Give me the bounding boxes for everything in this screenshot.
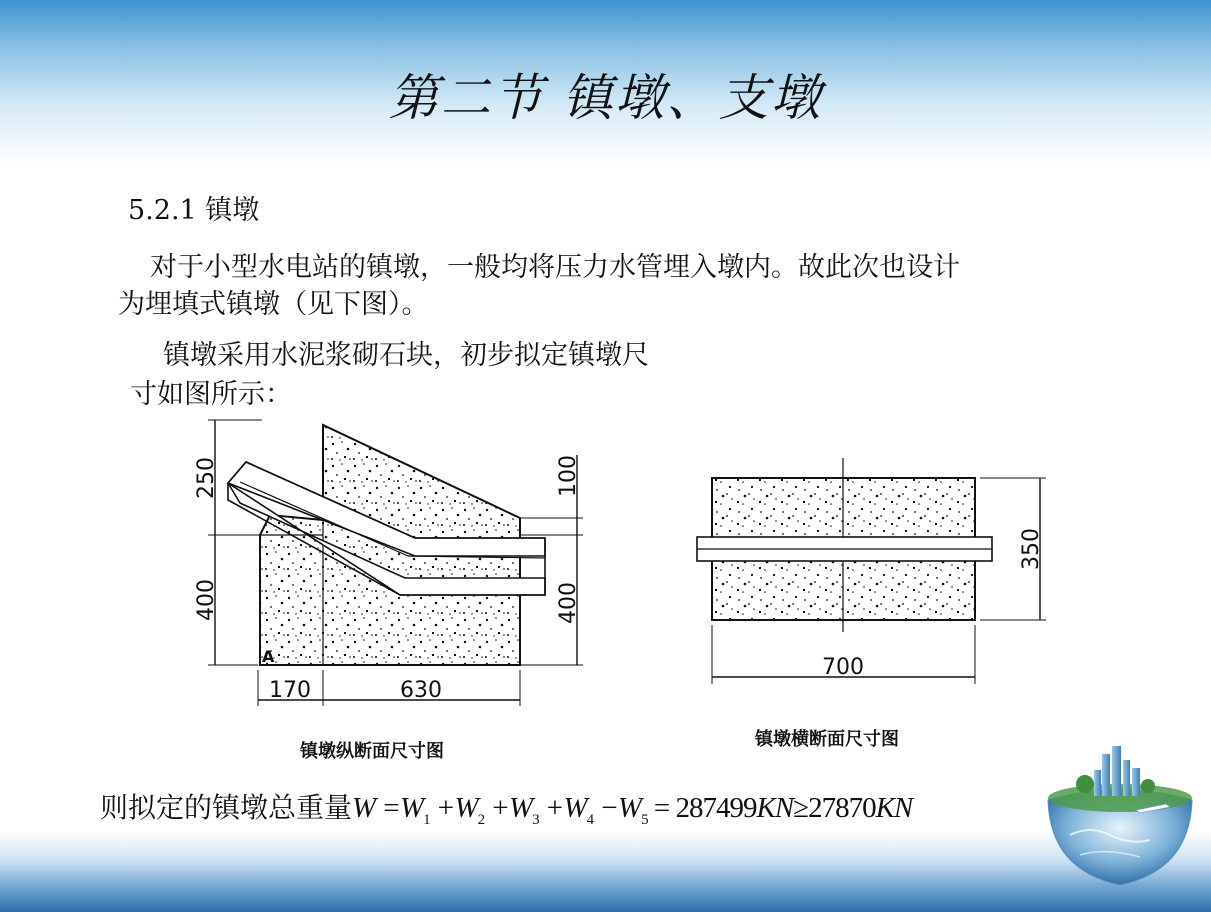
formula-unit-2: KN xyxy=(875,792,913,824)
slide-title: 第二节 镇墩、支墩 xyxy=(388,69,823,127)
dim-400-right-label: 400 xyxy=(556,582,581,624)
globe-city-icon xyxy=(1040,740,1200,890)
weight-formula xyxy=(100,786,912,829)
cross-section-diagram xyxy=(690,455,1060,690)
formula-term-w3: +W xyxy=(484,792,533,824)
section-heading: 5.2.1 镇墩 xyxy=(128,195,260,226)
dim-100-label: 100 xyxy=(556,455,581,497)
formula-term-w5: −W xyxy=(593,792,642,824)
dim-630-label: 630 xyxy=(400,678,442,703)
formula-sub-1: 1 xyxy=(423,811,430,828)
footer-gradient-band xyxy=(0,832,1211,912)
formula-unit-1: KN xyxy=(756,792,794,824)
dim-250-label: 250 xyxy=(194,457,219,499)
formula-term-w4: +W xyxy=(538,792,587,824)
corner-label-a: A xyxy=(262,647,275,666)
paragraph-2-line-2: 寸如图所示： xyxy=(130,379,292,410)
dim-350-label: 350 xyxy=(1019,528,1044,570)
formula-threshold: 27870 xyxy=(808,792,876,824)
formula-equals: = xyxy=(647,792,676,824)
dim-700-label: 700 xyxy=(822,655,864,680)
formula-expression xyxy=(352,792,913,828)
paragraph-2-line-1: 镇墩采用水泥浆砌石块，初步拟定镇墩尺 xyxy=(163,340,649,371)
formula-sub-4: 4 xyxy=(586,811,594,828)
formula-sub-2: 2 xyxy=(477,811,485,828)
formula-sub-3: 3 xyxy=(532,811,539,828)
formula-term-w1: W =W xyxy=(352,792,424,824)
formula-prefix: 则拟定的镇墩总重量 xyxy=(100,791,353,824)
formula-sub-5: 5 xyxy=(641,811,648,828)
longitudinal-section-caption: 镇墩纵断面尺寸图 xyxy=(300,741,444,762)
formula-value: 287499 xyxy=(675,792,757,824)
formula-term-w2: +W xyxy=(429,792,478,824)
longitudinal-section-diagram xyxy=(190,415,581,725)
paragraph-1-line-1: 对于小型水电站的镇墩，一般均将压力水管埋入墩内。故此次也设计 xyxy=(150,252,960,283)
dim-170-label: 170 xyxy=(269,678,311,703)
formula-compare: ≥ xyxy=(793,792,809,824)
paragraph-1-line-2: 为埋填式镇墩（见下图）。 xyxy=(118,289,429,320)
dim-400-left-label: 400 xyxy=(194,579,219,621)
cross-section-caption: 镇墩横断面尺寸图 xyxy=(755,729,899,750)
